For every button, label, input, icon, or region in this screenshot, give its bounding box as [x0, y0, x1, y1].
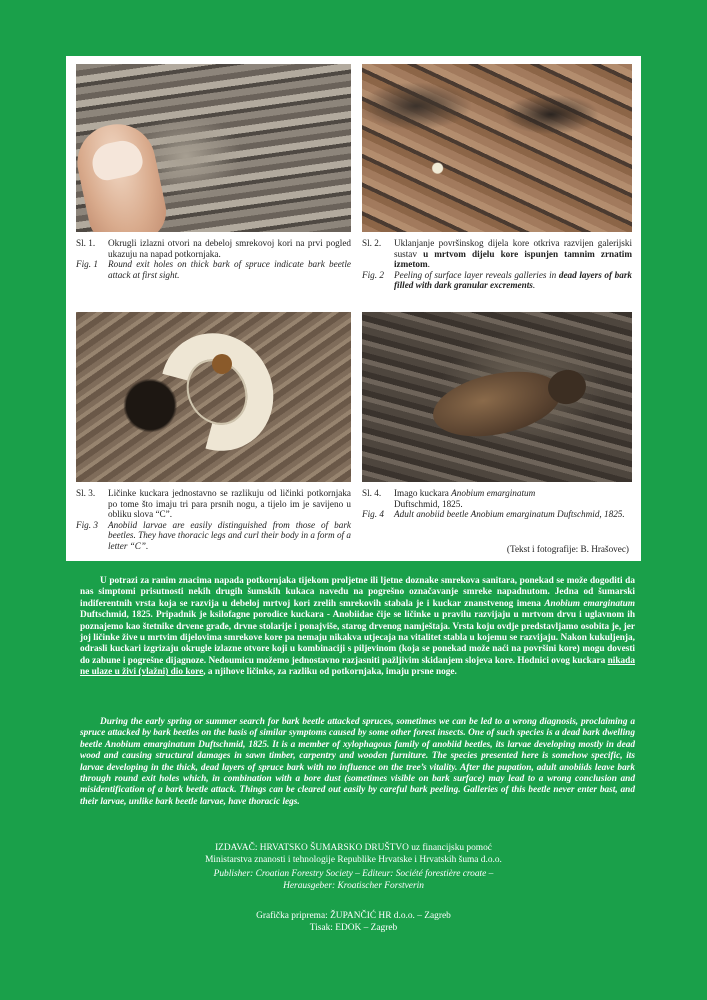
caption-text-bold: dead layers of bark filled with dark granular excrements [394, 269, 632, 291]
caption-label: Sl. 1. [76, 238, 96, 248]
caption-text-en: Anobiid larvae are easily distinguished from those of bark beetles. They have thoracic legs and curl their body in a form of a letter “C”. [108, 519, 351, 551]
caption-label: Fig. 4 [362, 509, 384, 520]
publisher-translations [0, 869, 707, 892]
caption-label: Fig. 2 [362, 269, 384, 280]
caption-text-hr: Okrugli izlazni otvori na debeloj smrekovoj kori na prvi pogled ukazuju na napad potkornjaka. [108, 238, 351, 259]
caption-2 [362, 238, 632, 291]
photo-galleries [362, 64, 632, 232]
larva-body [139, 313, 294, 472]
caption-text-en [394, 270, 632, 291]
print-credit: Tisak: EDOK – Zagreb [309, 922, 398, 933]
beetle-body [427, 361, 567, 447]
publisher-de: Herausgeber: Kroatischer Forstverin [283, 880, 424, 891]
body-en-part: During the early spring or summer search for bark beetle attacked spruces, sometimes we can be led to a wrong diagnosis, proclaiming a spruce attacked by bark beetles on the basis of similar symptoms caused by some other forest insects. One of such species is a dead bark dwelling beetle Anobium emarginatum Duftschmid, 1825. It is a member of xylophagous family of anobiid beetles, its larvae developing mostly in dead wood and causing structural damages in sawn timber, carpentry and wooden furniture. The species presented here is somehow specific, its larvae developing in the thick, dead layers of spruce bark with no influence on the tree’s vitality. After the pupation, adult anobiids leave bark through round exit holes which, in combination with a bore dust (sometimes visible on bark surface) may lead to a wrong conclusion and misidentification of a bark beetle attack. Things can be cleared out easily by careful bark peeling. Galleries of this beetle never enter bast, and their larvae, unlike bark beetle larvae, have thoracic legs. [80, 717, 635, 807]
caption-text-bold: u mrtvom dijelu kore ispunjen tamnim zrnatim izmetom [394, 248, 633, 270]
ministry-line: Ministarstva znanosti i tehnologije Republike Hrvatske i Hrvatskih šuma d.o.o. [205, 854, 502, 865]
caption-label: Sl. 4. [362, 488, 382, 498]
production-credits [0, 911, 707, 934]
caption-text-en: Round exit holes on thick bark of spruce indicate bark beetle attack at first sight. [108, 259, 351, 280]
photo-exit-holes [76, 64, 351, 232]
caption-3 [76, 488, 351, 552]
caption-4 [362, 488, 632, 520]
caption-label: Fig. 3 [76, 519, 98, 530]
caption-label: Fig. 1 [76, 259, 98, 270]
publisher-block [0, 843, 707, 866]
caption-text-part: Imago kuckara [394, 488, 449, 498]
caption-text-part: Duftschmid, 1825. [394, 498, 463, 509]
species-name: Anobium emarginatum [451, 488, 536, 498]
caption-label: Sl. 2. [362, 238, 382, 248]
caption-text-part: . [427, 259, 430, 270]
body-text-english [80, 717, 635, 808]
photo-larva [76, 312, 351, 482]
design-credit: Grafička priprema: ŽUPANČIĆ HR d.o.o. – Zagreb [256, 911, 451, 921]
body-hr-part: Duftschmid, 1825. Pripadnik je ksilofagne porodice kuckara - Anobiidae čije se ličinke u pravilu razvijaju u mrtvom drvu i uglavnom ih poznajemo kao štetnike drvene građe, drvne stolarije i ponajviše, starog drvenog namještaja. Vrsta koju ovdje predstavljamo osobita je, jer joj ličinke žive u mrtvim dijelovima smrekove kore pa nemaju nikakva utjecaja na vitalitet stabla u kojemu se razvijaju. Nakon kukuljenja, odrasli kuckari izgrizaju okrugle izlazne otvore koji u kombinaciji s piljevinom (koja se ponekad može naći na površini kore) mogu dovesti do zabune i pogrešne dijagnoze. Nedoumicu možemo jednostavno razjasniti pažljivim skidanjem slojeva kore. Hodnici ovog kuckara [80, 610, 635, 666]
body-hr-part: , a njihove ličinke, za razliku od potkornjaka, imaju prsne noge. [203, 667, 457, 678]
publisher-hr: IZDAVAČ: HRVATSKO ŠUMARSKO DRUŠTVO uz financijsku pomoć [215, 843, 492, 853]
caption-label: Sl. 3. [76, 488, 96, 498]
caption-text-hr [394, 488, 632, 509]
body-hr-part: U potrazi za ranim znacima napada potkornjaka tijekom proljetne ili ljetne doznake smrekova sanitara, ponekad se može dogoditi da nas simptomi prisutnosti nekih drugih šumskih kukaca navedu na pogrešno označavanje smreke napadnutom. Jedna od šumarski indiferentnih vrsta koja se razvija u debeloj mrtvoj kori zrelih smrekovih stabala je i kuckar znanstvenog imena [80, 576, 635, 609]
caption-text-en: Adult anobiid beetle Anobium emarginatum Duftschmid, 1825. [394, 509, 625, 520]
photo-adult-beetle [362, 312, 632, 482]
caption-1 [76, 238, 351, 280]
underlined-text: nikada ne ulaze u živi (vlažni) dio kore [80, 655, 635, 678]
species-name: Anobium emarginatum [544, 598, 635, 609]
caption-text-part: Uklanjanje površinskog dijela kore otkriva razvijen galerijski sustav [394, 238, 632, 259]
body-text-croatian [80, 576, 635, 679]
caption-text-hr [394, 238, 632, 270]
caption-text-part: . [532, 280, 536, 291]
caption-text-hr: Ličinke kuckara jednostavno se razlikuju od ličinki potkornjaka po tome što imaju tri para prsnih nogu, a tijelo im je savijeno u obliku slova “C”. [108, 488, 351, 520]
photo-credit: (Tekst i fotografije: B. Hrašovec) [506, 544, 629, 554]
publisher-en: Publisher: Croatian Forestry Society – Editeur: Société forestière croate – [213, 869, 494, 879]
larva-head [212, 354, 232, 374]
caption-text-part: Peeling of surface layer reveals galleries in [394, 269, 557, 280]
figure-panel [66, 56, 641, 561]
